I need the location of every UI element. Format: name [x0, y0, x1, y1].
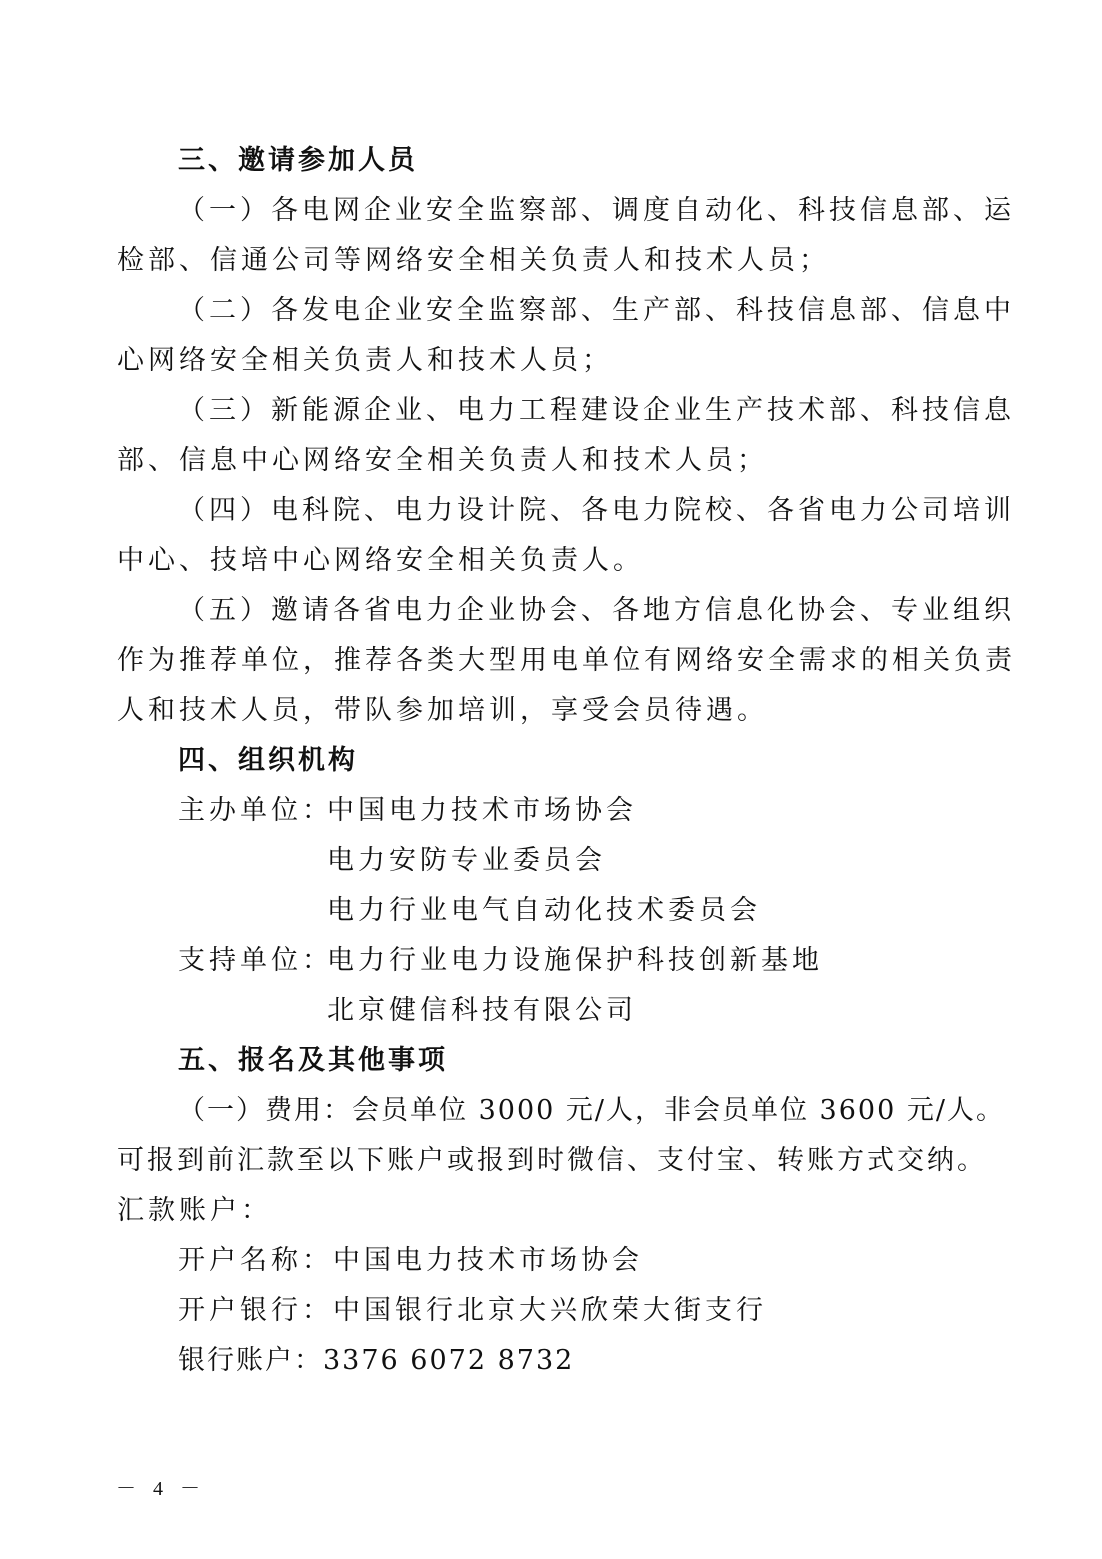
host-label: 主办单位：: [178, 795, 333, 826]
section-3-item-3-line-2: 部、信息中心网络安全相关负责人和技术人员；: [117, 445, 768, 476]
account-name: 开户名称：中国电力技术市场协会: [178, 1245, 643, 1276]
fee-line-2: 可报到前汇款至以下账户或报到时微信、支付宝、转账方式交纳。: [117, 1145, 987, 1176]
section-3-item-3-line-1: （三）新能源企业、电力工程建设企业生产技术部、科技信息: [178, 395, 1015, 426]
host-org-1: 中国电力技术市场协会: [327, 795, 637, 826]
support-org-2: 北京健信科技有限公司: [327, 995, 637, 1026]
section-3-item-5-line-2: 作为推荐单位，推荐各类大型用电单位有网络安全需求的相关负责: [117, 645, 1016, 676]
account-bank: 开户银行：中国银行北京大兴欣荣大街支行: [178, 1295, 767, 1326]
section-3-item-2-line-2: 心网络安全相关负责人和技术人员；: [117, 345, 613, 376]
section-5-heading: 五、报名及其他事项: [178, 1045, 448, 1076]
account-title: 汇款账户：: [117, 1195, 272, 1226]
page-number: － 4 －: [116, 1478, 206, 1500]
fee-line-1: （一）费用：会员单位 3000 元/人，非会员单位 3600 元/人。: [178, 1095, 1005, 1126]
support-label: 支持单位：: [178, 945, 333, 976]
host-org-2: 电力安防专业委员会: [327, 845, 606, 876]
section-3-heading: 三、邀请参加人员: [178, 145, 418, 176]
section-4-heading: 四、组织机构: [178, 745, 358, 776]
section-3-item-1-line-1: （一）各电网企业安全监察部、调度自动化、科技信息部、运: [178, 195, 1015, 226]
section-3-item-1-line-2: 检部、信通公司等网络安全相关负责人和技术人员；: [117, 245, 830, 276]
host-org-3: 电力行业电气自动化技术委员会: [327, 895, 761, 926]
section-3-item-2-line-1: （二）各发电企业安全监察部、生产部、科技信息部、信息中: [178, 295, 1015, 326]
support-org-1: 电力行业电力设施保护科技创新基地: [327, 945, 823, 976]
section-3-item-4-line-2: 中心、技培中心网络安全相关负责人。: [117, 545, 644, 576]
section-3-item-4-line-1: （四）电科院、电力设计院、各电力院校、各省电力公司培训: [178, 495, 1015, 526]
section-3-item-5-line-3: 人和技术人员，带队参加培训，享受会员待遇。: [117, 695, 768, 726]
section-3-item-5-line-1: （五）邀请各省电力企业协会、各地方信息化协会、专业组织: [178, 595, 1015, 626]
account-number: 银行账户：3376 6072 8732: [178, 1345, 575, 1376]
